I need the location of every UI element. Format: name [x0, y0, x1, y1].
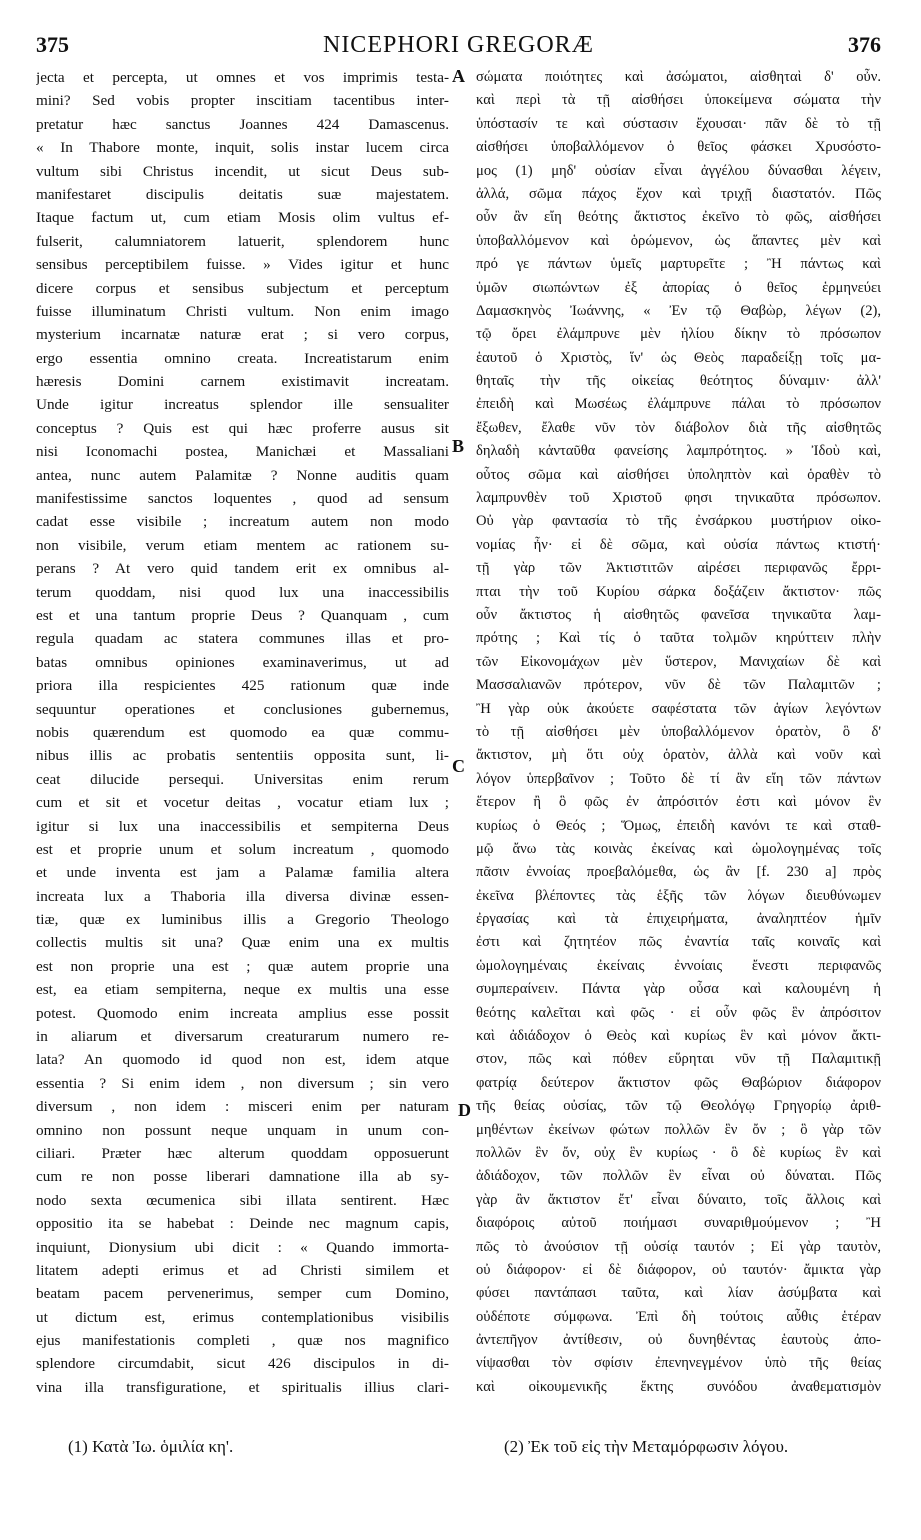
latin-text-line: nobis quærendum est quomodo ea quæ commu- — [36, 723, 449, 741]
latin-text-line: priora illa respicientes 425 rationum quæ inde — [36, 677, 449, 695]
greek-text-line: συμπεραίνειν. Πάντα γὰρ οὖσα καὶ καλουμένη ἡ — [476, 981, 881, 998]
latin-text-line: manifestaret discipulis deitatis suæ majestatem. — [36, 185, 449, 203]
latin-text-line: dicere corpus et sensibus subjectum et perceptum — [36, 279, 449, 297]
greek-text-line: ὑμῶν σιωπώντων ἐξ ἀπορίας ὁ θεῖος ἑρμηνεύει — [476, 279, 881, 296]
greek-text-line: μῷ ἄνω τὰς κοινὰς ἐκείνας καὶ ὡμολογημένας τοῖς — [476, 840, 881, 857]
greek-text-line: γὰρ ἂν ἄκτιστον ἔτ' εἶναι δύναιτο, τοῖς ἄλλοις καὶ — [476, 1191, 881, 1208]
greek-text-line: καὶ οἰκουμενικῆς ἕκτης συνόδου ἀναθεματισμὸν — [476, 1378, 881, 1395]
footnote-1: (1) Κατὰ Ἰω. ὁμιλία κη'. — [68, 1437, 234, 1456]
greek-text-line: θεότης καλεῖται καὶ φῶς · εἰ οὖν φῶς ἓν ἀπρόσιτον — [476, 1004, 881, 1021]
greek-text-line: πᾶσιν ἐννοίας προεβαλόμεθα, ὡς ἂν [f. 230 a] πρὸς — [476, 864, 881, 881]
greek-text-line: πολλῶν ἓν ὄν, οὐχ ἓν κυρίως · ὃ δὲ κυρίως ἓν καὶ — [476, 1144, 881, 1161]
greek-text-line: μος (1) μηδ' οὐσίαν εἶναι ἀγγέλου δύνασθαι λέγειν, — [476, 162, 881, 179]
greek-text-line: διαφόροις αὐτοῦ ποιήμασι συναριθμούμενον ; Ἢ — [476, 1215, 881, 1232]
latin-text-line: splendore circumdabit, sicut 426 discipulos in di- — [36, 1355, 449, 1373]
margin-marker-b: B — [452, 436, 465, 456]
latin-text-line: cadat esse visibile ; increatum autem non modo — [36, 513, 449, 531]
greek-text-line: καὶ ἀδιάδοχον ὁ Θεὸς καὶ κυρίως ἓν καὶ μόνον ἄκτι- — [476, 1028, 881, 1045]
latin-text-line: cum re non posse liberari damnatione illa ab sy- — [36, 1168, 449, 1186]
latin-text-line: nibus illis ac probatis sententiis opposita sunt, li- — [36, 747, 449, 765]
greek-text-line: οὖν ἄκτιστος ἡ αἰσθητῶς φανεῖσα τηνικαῦτα λαμ- — [476, 606, 881, 623]
greek-text-line: λαμπρυνθὲν τοῦ Χριστοῦ φησι τηνικαῦτα πρόσωπον. — [476, 490, 881, 507]
greek-text-line: ὡμολογημέναις ἐκείναις ἐννοίαις ἔνεστι περιφανῶς — [476, 957, 881, 974]
greek-text-line: ἄκτιστον, μὴ ὅτι οὐχ ὁρατὸν, ἀλλὰ καὶ νοῦν καὶ — [476, 747, 881, 764]
latin-text-line: igitur si lux una inaccessibilis et sempiterna Deus — [36, 817, 449, 835]
latin-text-line: non visibile, verum etiam mentem ac rationem su- — [36, 536, 449, 554]
greek-text-line: δηλαδὴ κἀνταῦθα φανείσης λαμπρότητος. » Ἰδοὺ καὶ, — [476, 443, 881, 460]
latin-text-line: ciliari. Præter hæc alterum quoddam opposuerunt — [36, 1144, 449, 1162]
latin-text-line: pretatur hæc sanctus Joannes 424 Damascenus. — [36, 115, 449, 133]
latin-text-line: mini? Sed vobis propter inscitiam tacentibus inter- — [36, 92, 449, 110]
greek-text-line: αἰσθήσει ὑποβαλλόμενον ὁ θεῖος φάσκει Χρυσόστο- — [476, 139, 881, 156]
latin-text-line: ceat dilucide persequi. Universitas enim rerum — [36, 770, 449, 788]
greek-text-line: οὖν ἂν εἴη θεότης ἄκτιστος ἐκεῖνο τὸ φῶς, αἰσθήσει — [476, 209, 881, 226]
latin-text-line: jecta et percepta, ut omnes et vos imprimis testa- — [36, 69, 449, 86]
greek-text-line: ἀντεπῆγον ἀντίθεσιν, οὐ δυνηθέντας ἑαυτοὺς ἀπο- — [476, 1332, 881, 1349]
margin-marker-c: C — [452, 756, 465, 776]
latin-text-line: Itaque factum ut, cum etiam Mosis olim vultus ef- — [36, 209, 449, 227]
latin-text-line: potest. Quomodo enim increata amplius esse possit — [36, 1004, 449, 1022]
latin-text-line: tiæ, quæ ex luminibus illis a Gregorio Theologo — [36, 911, 449, 929]
greek-text-line: πται τὴν τοῦ Κυρίου σάρκα δοξάζειν ἄκτιστον· πῶς — [476, 583, 881, 600]
greek-text-line: Ἢ γὰρ οὐκ ἀκούετε σαφέστατα τῶν ἁγίων λεγόντων — [476, 700, 881, 717]
latin-text-line: nodo sexta œcumenica sibi illata sentirent. Hæc — [36, 1191, 449, 1209]
latin-text-line: et unde inventa est jam a Palamæ familia altera — [36, 864, 449, 882]
greek-text-line: ὑποβαλλόμενον καὶ ὁρώμενον, ὡς ἅπαντες μὲν καὶ — [476, 232, 881, 249]
greek-text-line: οὐ διάφορον· εἰ δὲ διάφορον, οὐ ταυτόν· ἄμικτα γὰρ — [476, 1261, 881, 1278]
greek-text-line: λόγον ὑπερβαῖνον ; Τοῦτο δὲ τί ἂν εἴη τῶν πάντων — [476, 770, 881, 787]
greek-text-line: ὑπόστασίν τε καὶ σύστασιν ἔχουσαι· πᾶν δὲ τὸ τῇ — [476, 115, 881, 132]
greek-text-line: καὶ περὶ τὰ τῇ αἰσθήσει ὑποκείμενα σώματα τὴν — [476, 92, 881, 109]
latin-text-line: perans ? At vero quid tandem erit ex omnibus al- — [36, 560, 449, 578]
latin-text-line: terum quoddam, nisi quod lux una inaccessibilis — [36, 583, 449, 601]
latin-text-line: est, ea etiam sempiterna, neque ex multis una esse — [36, 981, 449, 999]
latin-text-line: collectis multis sit una? Quæ enim una ex multis — [36, 934, 449, 952]
greek-text-line: Οὐ γὰρ φαντασία τὸ τῆς ἐνσάρκου μυστήριον οἰκο- — [476, 513, 881, 530]
greek-text-line: τῆς θείας οὐσίας, τῶν τῷ Θεολόγῳ Γρηγορίῳ ἀριθ- — [476, 1098, 881, 1115]
latin-text-line: batas omnibus opiniones examinaverimus, ut ad — [36, 653, 449, 671]
greek-text-line: οὐδέποτε σύμφωνα. Ἐπὶ δὴ τούτοις αὖθις ἑτέραν — [476, 1308, 881, 1325]
greek-text-line: ἑαυτοῦ ὁ Χριστὸς, ἵν' ὡς Θεὸς παραδείξῃ τοῖς μα- — [476, 349, 881, 366]
greek-text-line: κυρίως ὁ Θεός ; Ὅμως, ἐπειδὴ κανόνι τε καὶ σταθ- — [476, 817, 881, 834]
greek-text-line: οὗτος σῶμα καὶ αἰσθήσει ὑποληπτὸν καὶ ὁραθὲν τὸ — [476, 466, 881, 483]
greek-text-line: ἕτερον ἢ ὃ φῶς ἐν ἀπρόσιτόν ἐστι καὶ μόνον ἓν — [476, 794, 881, 811]
greek-text-line: τῶν Εἰκονομάχων μὲν ὕστερον, Μανιχαίων δὲ καὶ — [476, 653, 881, 670]
greek-text-line: ἐπειδὴ καὶ Μωσέως ἐλάμπρυνε πάλαι τὸ πρόσωπον — [476, 396, 881, 413]
latin-text-line: increata lux a Thaboria illa diversa divinæ essen- — [36, 887, 449, 905]
latin-text-line: « In Thabore monte, inquit, solis instar lucem circa — [36, 139, 449, 157]
latin-text-line: fulserit, calumniatorem latuerit, splendorem hunc — [36, 232, 449, 250]
greek-text-line: φύσει παντάπασι ταῦτα, καὶ λίαν ἀσύμβατα καὶ — [476, 1285, 881, 1302]
greek-text-line: τῷ ὄρει ἐλάμπρυνε μὲν ἡλίου δίκην τὸ πρόσωπον — [476, 326, 881, 343]
latin-text-line: inquiunt, Dionysium ubi dicit : « Quando immorta- — [36, 1238, 449, 1256]
greek-text-line: Μασσαλιανῶν πρότερον, νῦν δὲ τῶν Παλαμιτῶν ; — [476, 677, 881, 694]
latin-text-line: fuisse illuminatum Christi vultum. Non enim imago — [36, 302, 449, 320]
greek-text-line: τῇ γὰρ τῶν Ἀκτιστιτῶν αἱρέσει περιφανῶς ἔρρι- — [476, 560, 881, 577]
left-page-number: 375 — [36, 32, 69, 57]
latin-text-line: cum et sit et vocetur deitas , vocatur etiam lux ; — [36, 794, 449, 812]
latin-text-line: vina illa transfiguratione, et spiritualis illius clari- — [36, 1378, 449, 1396]
latin-text-line: est et una tantum proprie Deus ? Quanquam , cum — [36, 606, 449, 624]
greek-text-line: ἐργασίας καὶ τὰ ἐπιχειρήματα, ἀναληπτέον ἡμῖν — [476, 911, 881, 928]
greek-column — [476, 66, 881, 1399]
greek-text-line: τὸ τῇ αἰσθήσει μὲν ὑποβαλλόμενον ὁρατὸν, ὃ δ' — [476, 723, 881, 740]
latin-text-line: hæresis Domini carnem existimavit increatam. — [36, 373, 449, 391]
greek-text-line: πῶς τὸ ἀνούσιον τῇ οὐσίᾳ ταυτόν ; Εἰ γὰρ ταυτὸν, — [476, 1238, 881, 1255]
latin-text-line: ut dictum est, erimus contemplationibus visibilis — [36, 1308, 449, 1326]
greek-text-line: ἀδιάδοχον, τῶν πολλῶν ἓν εἶναι οὐ δύναται. Πῶς — [476, 1168, 881, 1185]
latin-text-line: mysterium incarnatæ naturæ erat ; si vero corpus, — [36, 326, 449, 344]
latin-text-line: oppositio ita se habebat : Deinde nec magnum capis, — [36, 1215, 449, 1233]
greek-text-line: φατρίᾳ δεύτερον ἄκτιστον φῶς Θαβώριον διάφορον — [476, 1074, 881, 1091]
greek-text-line: σώματα ποιότητες καὶ ἀσώματοι, αἰσθηταὶ δ' οὖν. — [476, 69, 881, 85]
margin-marker-d: D — [458, 1100, 471, 1120]
latin-text-line: in aliarum et diversarum creaturarum numero re- — [36, 1028, 449, 1046]
latin-text-line: sensibus perceptibilem fuisse. » Vides igitur et hunc — [36, 256, 449, 274]
latin-text-line: est non proprie una est ; quæ autem proprie una — [36, 957, 449, 975]
footnote-2: (2) Ἐκ τοῦ εἰς τὴν Μεταμόρφωσιν λόγου. — [504, 1437, 789, 1456]
greek-text-line: μηθέντων ἐκείνων φώτων πολλῶν ἓν ὄν ; ὃ γὰρ τῶν — [476, 1121, 881, 1138]
greek-text-line: Δαμασκηνὸς Ἰωάννης, « Ἐν τῷ Θαβὼρ, λέγων (2), — [476, 302, 881, 319]
latin-text-line: lata? An quomodo id quod non est, idem atque — [36, 1051, 449, 1069]
latin-text-line: vultum sibi Christus incendit, ut sicut Deus sub- — [36, 162, 449, 180]
latin-text-line: nisi Iconomachi postea, Manichæi et Massaliani — [36, 443, 449, 461]
page-header — [36, 32, 881, 62]
latin-text-line: conceptus ? Quis est qui hæc proferre ausus sit — [36, 419, 449, 437]
greek-text-line: νίψασθαι τὸν σφίσιν ἐπενηνεγμένον ὑπὸ τῆς θείας — [476, 1355, 881, 1372]
greek-text-line: πρό γε πάντων ὑμεῖς μαρτυρεῖτε ; Ἢ πάντως καὶ — [476, 256, 881, 273]
latin-text-line: sequuntur operationes et conclusiones gubernemus, — [36, 700, 449, 718]
latin-text-line: Unde igitur increatus splendor ille sensualiter — [36, 396, 449, 414]
greek-text-line: ἐκεῖνα βλέποντες τὰς ἑξῆς τῶν λόγων διευθύνωμεν — [476, 887, 881, 904]
greek-text-line: νομίας ἦν· εἰ δὲ σῶμα, καὶ οὐσία πάντως κτιστή· — [476, 536, 881, 553]
latin-text-line: diversum , non idem : misceri enim per naturam — [36, 1098, 449, 1116]
latin-text-line: omnino non possunt neque unquam in unum con- — [36, 1121, 449, 1139]
latin-text-line: ergo essentia omnino creata. Increatistarum enim — [36, 349, 449, 367]
greek-text-line: ἔξωθεν, ἔλαθε νῦν τὸν διάβολον διὰ τῆς αἰσθητῶς — [476, 419, 881, 436]
latin-text-line: ejus manifestationis completi , quæ nos magnifico — [36, 1332, 449, 1350]
greek-text-line: θηταῖς τὴν τῆς οἰκείας θεότητος δύναμιν· ἀλλ' — [476, 373, 881, 390]
greek-text-line: ἀλλά, σῶμα πάχος ἔχον καὶ τριχῇ διαστατόν. Πῶς — [476, 185, 881, 202]
latin-text-line: essentia ? Si enim idem , non diversum ; sin vero — [36, 1074, 449, 1092]
greek-text-line: πρότης ; Καὶ τίς ὁ ταῦτα τολμῶν κηρύττειν πλὴν — [476, 630, 881, 647]
latin-text-line: manifestissime sanctos loquentes , quod ad sensum — [36, 490, 449, 508]
latin-text-line: litatem adepti erimus et ad Christi similem et — [36, 1261, 449, 1279]
latin-text-line: beatam pacem pervenerimus, semper cum Domino, — [36, 1285, 449, 1303]
right-page-number: 376 — [848, 32, 881, 57]
latin-column — [36, 66, 449, 1399]
latin-text-line: est et proprie unum et solum increatum , quomodo — [36, 840, 449, 858]
latin-text-line: regula quadam ac statera communes illas et pro- — [36, 630, 449, 648]
latin-text-line: antea, nunc autem Palamitæ ? Nonne auditis quam — [36, 466, 449, 484]
greek-text-line: ἐστι καὶ ζητητέον πῶς ἐναντία ταῖς κοιναῖς καὶ — [476, 934, 881, 951]
greek-text-line: στον, πῶς καὶ πόθεν εὕρηται νῦν τῇ Παλαμιτικῇ — [476, 1051, 881, 1068]
margin-marker-a: A — [452, 66, 465, 86]
running-title: NICEPHORI GREGORÆ — [322, 32, 594, 58]
